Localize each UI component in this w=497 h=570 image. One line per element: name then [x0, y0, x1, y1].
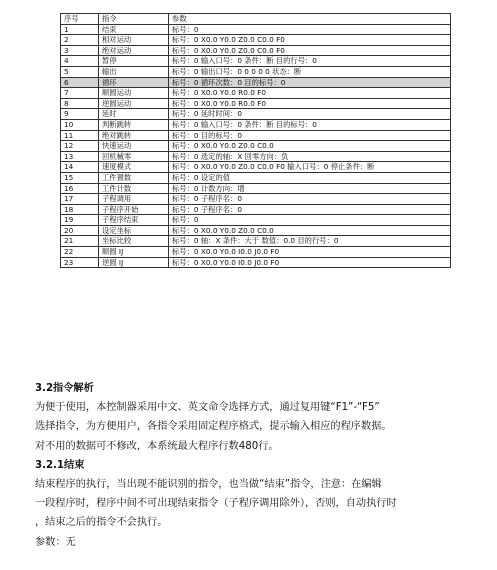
- cell-params: 标号：0 X0.0 Y0.0 I0.0 J0.0 F0: [169, 257, 451, 268]
- table-row: [61, 151, 451, 162]
- cell-no: 13: [61, 151, 99, 162]
- cell-no: 4: [61, 56, 99, 67]
- cell-command: 坐标比较: [99, 236, 169, 247]
- table-header-row: [61, 14, 451, 25]
- table-row: [61, 45, 451, 56]
- cell-no: 22: [61, 247, 99, 258]
- header-params: 参数: [169, 14, 451, 25]
- table-row: [61, 172, 451, 183]
- cell-no: 20: [61, 225, 99, 236]
- cell-params: 标号：0 选定的轴：X 回零方向：负: [169, 151, 451, 162]
- cell-no: 17: [61, 194, 99, 205]
- table-row: [61, 204, 451, 215]
- cell-no: 16: [61, 183, 99, 194]
- cell-command: 子程调用: [99, 194, 169, 205]
- cell-params: 标号：0 X0.0 Y0.0 Z0.0 C0.0 F0: [169, 35, 451, 46]
- cell-command: 延时: [99, 109, 169, 120]
- table-row: [61, 56, 451, 67]
- table-row: [61, 77, 451, 88]
- cell-no: 3: [61, 45, 99, 56]
- cell-params: 标号：0 目的标号：0: [169, 130, 451, 141]
- cell-no: 18: [61, 204, 99, 215]
- cell-command: 工件置数: [99, 172, 169, 183]
- cell-command: 绝对跳转: [99, 130, 169, 141]
- cell-params: 标号：0 输出口号：0 0 0 0 0 状态：断: [169, 66, 451, 77]
- cell-command: 绝对运动: [99, 45, 169, 56]
- table-row: [61, 183, 451, 194]
- paragraph-line: ，结束之后的指令不会执行。: [35, 517, 168, 529]
- cell-params: 标号：0 计数方向：增: [169, 183, 451, 194]
- paragraph-line: 一段程序时，程序中间不可出现结束指令（子程序调用除外），否则，自动执行时: [35, 498, 397, 510]
- cell-no: 1: [61, 24, 99, 35]
- cell-params: 标号：0 输入口号：0 条件：断 目的行号：0: [169, 56, 451, 67]
- cell-params: 标号：0 X0.0 Y0.0 R0.0 F0: [169, 88, 451, 99]
- cell-params: 标号：0 设定的值: [169, 172, 451, 183]
- cell-command: 相对运动: [99, 35, 169, 46]
- cell-command: 逆圆 IJ: [99, 257, 169, 268]
- paragraph-line: 参数：无: [35, 536, 76, 548]
- header-command: 指令: [99, 14, 169, 25]
- cell-no: 14: [61, 162, 99, 173]
- cell-command: 顺圆运动: [99, 88, 169, 99]
- table-row: [61, 98, 451, 109]
- cell-params: 标号：0 延时时间：0: [169, 109, 451, 120]
- cell-no: 8: [61, 98, 99, 109]
- table-row: [61, 194, 451, 205]
- cell-no: 5: [61, 66, 99, 77]
- cell-command: 判断跳转: [99, 119, 169, 130]
- table-row: [61, 225, 451, 236]
- instruction-table-container: [60, 13, 450, 268]
- section-heading: 3.2指令解析: [35, 383, 94, 394]
- cell-params: 标号：0 轴：X 条件：大于 数值：0.0 目的行号：0: [169, 236, 451, 247]
- cell-params: 标号：0 X0.0 Y0.0 Z0.0 C0.0 F0: [169, 45, 451, 56]
- table-row: [61, 247, 451, 258]
- table-row: [61, 66, 451, 77]
- cell-no: 9: [61, 109, 99, 120]
- cell-command: 子程序结束: [99, 215, 169, 226]
- cell-no: 2: [61, 35, 99, 46]
- table-row: [61, 119, 451, 130]
- subsection-heading: 3.2.1结束: [35, 459, 85, 471]
- cell-command: 设定坐标: [99, 225, 169, 236]
- cell-params: 标号：0 X0.0 Y0.0 Z0.0 C0.0: [169, 225, 451, 236]
- cell-command: 回机械零: [99, 151, 169, 162]
- table-row: [61, 141, 451, 152]
- cell-command: 速度模式: [99, 162, 169, 173]
- cell-params: 标号：0 子程序名：0: [169, 194, 451, 205]
- cell-command: 快速运动: [99, 141, 169, 152]
- cell-command: 子程序开始: [99, 204, 169, 215]
- cell-params: 标号：0 X0.0 Y0.0 Z0.0 C0.0: [169, 141, 451, 152]
- cell-command: 顺圆 IJ: [99, 247, 169, 258]
- cell-no: 11: [61, 130, 99, 141]
- cell-params: 标号：0: [169, 215, 451, 226]
- cell-no: 7: [61, 88, 99, 99]
- paragraph-line: 为便于使用，本控制器采用中文、英文命令选择方式，通过复用键“F1”-“F5”: [35, 402, 380, 414]
- cell-params: 标号：0 X0.0 Y0.0 I0.0 J0.0 F0: [169, 247, 451, 258]
- cell-command: 暂停: [99, 56, 169, 67]
- cell-command: 结束: [99, 24, 169, 35]
- cell-command: 循环: [99, 77, 169, 88]
- table-row: [61, 130, 451, 141]
- document-text: [35, 379, 475, 552]
- table-row: [61, 88, 451, 99]
- cell-no: 15: [61, 172, 99, 183]
- table-row: [61, 162, 451, 173]
- table-row: [61, 35, 451, 46]
- paragraph-line: 对不用的数据可不修改，本系统最大程序行数480行。: [35, 440, 279, 452]
- cell-no: 10: [61, 119, 99, 130]
- header-no: 序号: [61, 14, 99, 25]
- cell-params: 标号：0 循环次数：0 目的标号：0: [169, 77, 451, 88]
- cell-params: 标号：0: [169, 24, 451, 35]
- paragraph-line: 选择指令，为方便用户，各指令采用固定程序格式，提示输入相应的程序数据。: [35, 421, 392, 433]
- cell-no: 19: [61, 215, 99, 226]
- table-row: [61, 109, 451, 120]
- cell-params: 标号：0 输入口号：0 条件：断 目的标号：0: [169, 119, 451, 130]
- cell-params: 标号：0 X0.0 Y0.0 Z0.0 C0.0 F0 输入口号：0 停止条件：断: [169, 162, 451, 173]
- table-row: [61, 215, 451, 226]
- cell-no: 23: [61, 257, 99, 268]
- cell-command: 工件计数: [99, 183, 169, 194]
- table-row: [61, 236, 451, 247]
- cell-params: 标号：0 X0.0 Y0.0 R0.0 F0: [169, 98, 451, 109]
- cell-no: 21: [61, 236, 99, 247]
- cell-no: 6: [61, 77, 99, 88]
- instruction-table: [60, 13, 451, 268]
- cell-params: 标号：0 子程序名：0: [169, 204, 451, 215]
- table-row: [61, 257, 451, 268]
- cell-no: 12: [61, 141, 99, 152]
- paragraph-line: 结束程序的执行，当出现不能识别的指令，也当做“结束”指令，注意：在编辑: [35, 479, 382, 491]
- table-row: [61, 24, 451, 35]
- cell-command: 逆圆运动: [99, 98, 169, 109]
- table-body: [61, 24, 451, 268]
- cell-command: 输出: [99, 66, 169, 77]
